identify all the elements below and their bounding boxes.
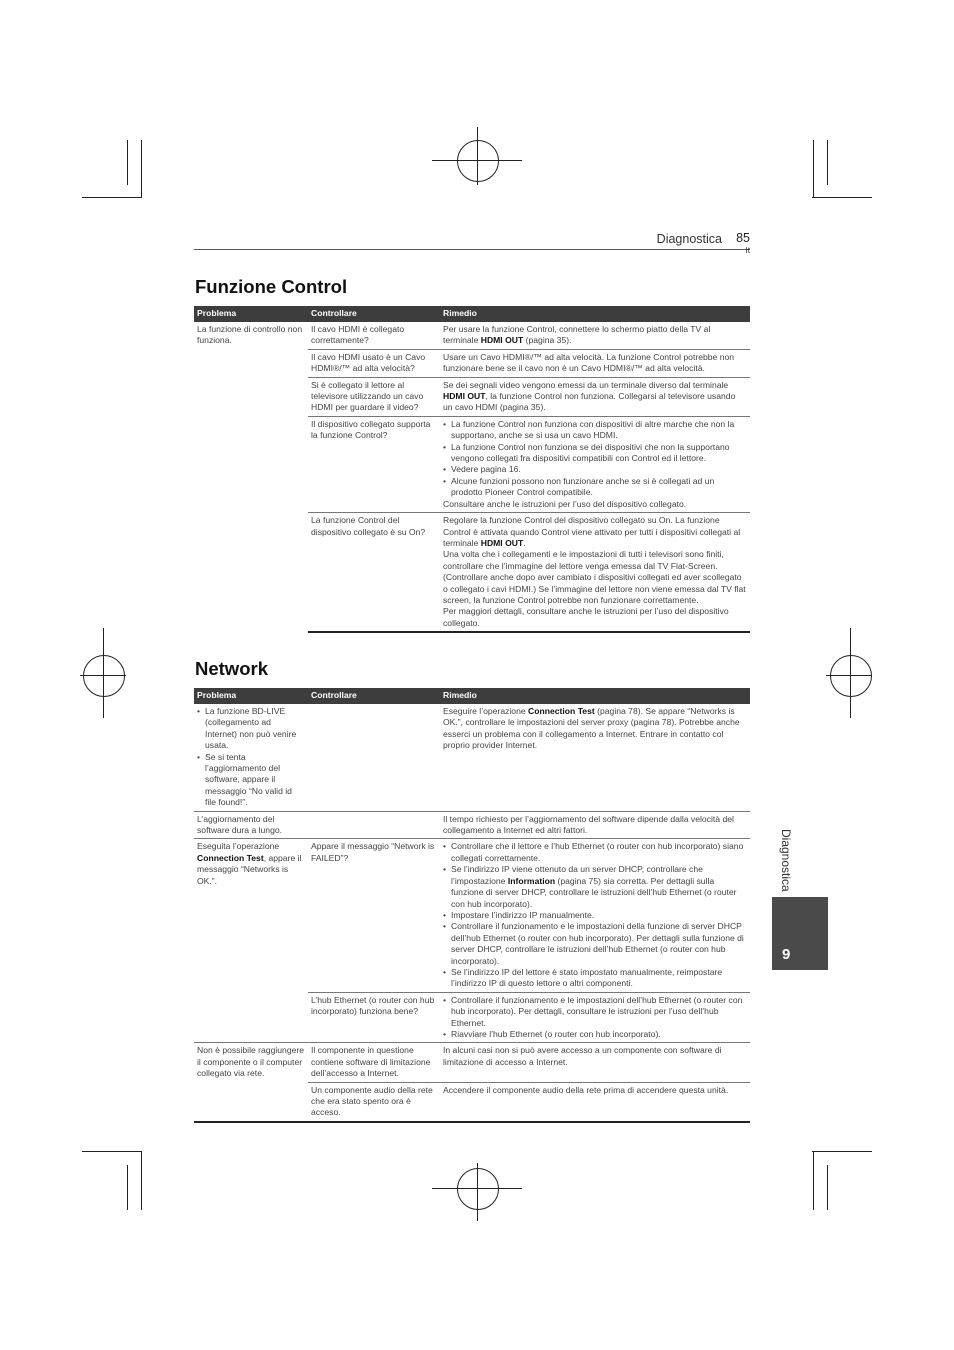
chapter-number: 9: [782, 946, 791, 963]
remedy-cell: Eseguire l’operazione Connection Test (pagina 78). Se appare “Networks is OK.”, controllare le impostazioni del server proxy (pagina 78). Potrebbe anche esserci un problema con il collegamento a Internet. Entrare in contatto col proprio provider Internet.: [443, 706, 740, 751]
remedy-cell: Regolare la funzione Control del dispositivo collegato su On. La funzione Control è attivata quando Control viene attivato per tutti i dispositivi collegati al terminale HDMI OUT. Una volta che i collegamenti e le impostazioni di tutti i televisori sono finiti, controllare che l’immagine del lettore venga emessa dal TV Flat-Screen. (Controllare anche dopo aver cambiato i dispositivi collegati ed aver scollegato o collegato i cavi HDMI.) Se l’immagine del lettore non viene emessa dal TV flat screen, la funzione Control potrebbe non funzionare correttamente. Per maggiori dettagli, consultare anche le istruzioni per l’uso del dispositivo collegato.: [440, 513, 750, 633]
language-code: It: [745, 246, 750, 255]
remedy-cell: Il tempo richiesto per l’aggiornamento del software dipende dalla velocità del collegamento a Internet ed altri fattori.: [440, 811, 750, 839]
header-section: Diagnostica: [656, 232, 722, 246]
table-row: [194, 704, 750, 811]
col-problema: Problema: [194, 306, 308, 322]
side-tab-label: Diagnostica: [779, 829, 793, 892]
problem-cell: L’aggiornamento del software dura a lungo.: [194, 811, 308, 839]
remedy-cell: In alcuni casi non si può avere accesso a un componente con software di limitazione di accesso a Internet.: [440, 1043, 750, 1082]
check-cell: Il cavo HDMI usato è un Cavo HDMI®/™ ad alta velocità?: [308, 349, 440, 377]
table-row: [194, 322, 750, 349]
col-problema: Problema: [194, 688, 308, 704]
col-controllare: Controllare: [308, 306, 440, 322]
table-network: [194, 688, 750, 1123]
check-cell: L’hub Ethernet (o router con hub incorporato) funziona bene?: [308, 992, 440, 1043]
check-cell: [308, 811, 440, 839]
list-item: • Se si tenta l’aggiornamento del software, appare il messaggio “No valid id file found!”.: [205, 752, 305, 809]
check-cell: Si è collegato il lettore al televisore utilizzando un cavo HDMI per guardare il video?: [308, 377, 440, 416]
table-funzione-control: [194, 306, 750, 633]
remedy-cell: Usare un Cavo HDMI®/™ ad alta velocità. La funzione Control potrebbe non funzionare bene se il cavo non è un Cavo HDMI®/™ ad alta velocità.: [440, 349, 750, 377]
list-item: • La funzione Control non funziona se dei dispositivi che non la supportano vengono collegati fra dispositivi compatibili con Control ed il lettore.: [451, 442, 747, 465]
table-header: [194, 688, 750, 704]
list-item: • Controllare che il lettore e l’hub Ethernet (o router con hub incorporato) siano collegati correttamente.: [451, 841, 747, 864]
list-item: • Impostare l’indirizzo IP manualmente.: [451, 910, 747, 921]
remedy-note: Consultare anche le istruzioni per l’uso del dispositivo collegato.: [443, 498, 687, 509]
list-item: • La funzione Control non funziona con dispositivi di altre marche che non la supportano, anche se si usa un cavo HDMI.: [451, 419, 747, 442]
table-row: [194, 811, 750, 839]
list-item: • Controllare il funzionamento e le impostazioni dell’hub Ethernet (o router con hub incorporato). Per dettagli, consultare le istruzioni per l’uso dell’hub Ethernet.: [451, 995, 747, 1029]
col-rimedio: Rimedio: [440, 688, 750, 704]
problem-cell: La funzione di controllo non funziona.: [197, 324, 303, 346]
col-rimedio: Rimedio: [440, 306, 750, 322]
list-item: • La funzione BD-LIVE (collegamento ad Internet) non può venire usata.: [205, 706, 305, 752]
list-item: • Alcune funzioni possono non funzionare anche se si è collegati ad un prodotto Pioneer Control compatibile.: [451, 476, 747, 499]
check-cell: Un componente audio della rete che era stato spento ora è acceso.: [308, 1082, 440, 1122]
section-title-network: Network: [195, 658, 268, 679]
check-cell: Il componente in questione contiene software di limitazione dell’accesso a Internet.: [308, 1043, 440, 1082]
page-number: 85: [736, 231, 750, 245]
table-row: [194, 839, 750, 992]
remedy-cell: Per usare la funzione Control, connettere lo schermo piatto della TV al terminale HDMI OUT (pagina 35).: [443, 324, 711, 346]
col-controllare: Controllare: [308, 688, 440, 704]
check-cell: [308, 704, 440, 811]
table-header: [194, 306, 750, 322]
check-cell: Il dispositivo collegato supporta la funzione Control?: [308, 416, 440, 512]
list-item: • Se l’indirizzo IP viene ottenuto da un server DHCP, controllare che l’impostazione Information (pagina 75) sia corretta. Per dettagli sulla funzione di server DHCP, controllare le istruzioni dell’hub Ethernet (o router con hub incorporato).: [451, 864, 747, 910]
remedy-cell: Se dei segnali video vengono emessi da un terminale diverso dal terminale HDMI OUT, la funzione Control non funziona. Collegarsi al televisore usando un cavo HDMI (pagina 35).: [440, 377, 750, 416]
remedy-cell: [440, 416, 750, 512]
section-title-funzione-control: Funzione Control: [195, 276, 348, 297]
list-item: • Se l’indirizzo IP del lettore è stato impostato manualmente, reimpostare l’indirizzo IP di questo lettore o altri componenti.: [451, 967, 747, 990]
list-item: • Vedere pagina 16.: [451, 464, 747, 475]
chapter-tab: [772, 897, 828, 970]
table-row: [194, 1043, 750, 1082]
check-cell: La funzione Control del dispositivo collegato è su On?: [308, 513, 440, 633]
problem-cell: Non è possibile raggiungere il componente o il computer collegato via rete.: [194, 1043, 308, 1122]
check-cell: Appare il messaggio “Network is FAILED”?: [308, 839, 440, 992]
page-header: [194, 227, 750, 255]
problem-cell: Eseguita l’operazione Connection Test, appare il messaggio “Networks is OK.”.: [194, 839, 308, 1043]
remedy-cell: [440, 992, 750, 1043]
list-item: • Riavviare l’hub Ethernet (o router con hub incorporato).: [451, 1029, 747, 1040]
check-cell: Il cavo HDMI è collegato correttamente?: [311, 324, 405, 346]
problem-cell: [194, 704, 308, 811]
list-item: • Controllare il funzionamento e le impostazioni della funzione di server DHCP dell’hub Ethernet (o router con hub incorporato). Per dettagli sulla funzione di server DHCP, controllare le istruzioni dell’hub Ethernet (o router con hub incorporato).: [451, 921, 747, 967]
remedy-cell: Accendere il componente audio della rete prima di accendere questa unità.: [440, 1082, 750, 1122]
remedy-cell: [440, 839, 750, 992]
